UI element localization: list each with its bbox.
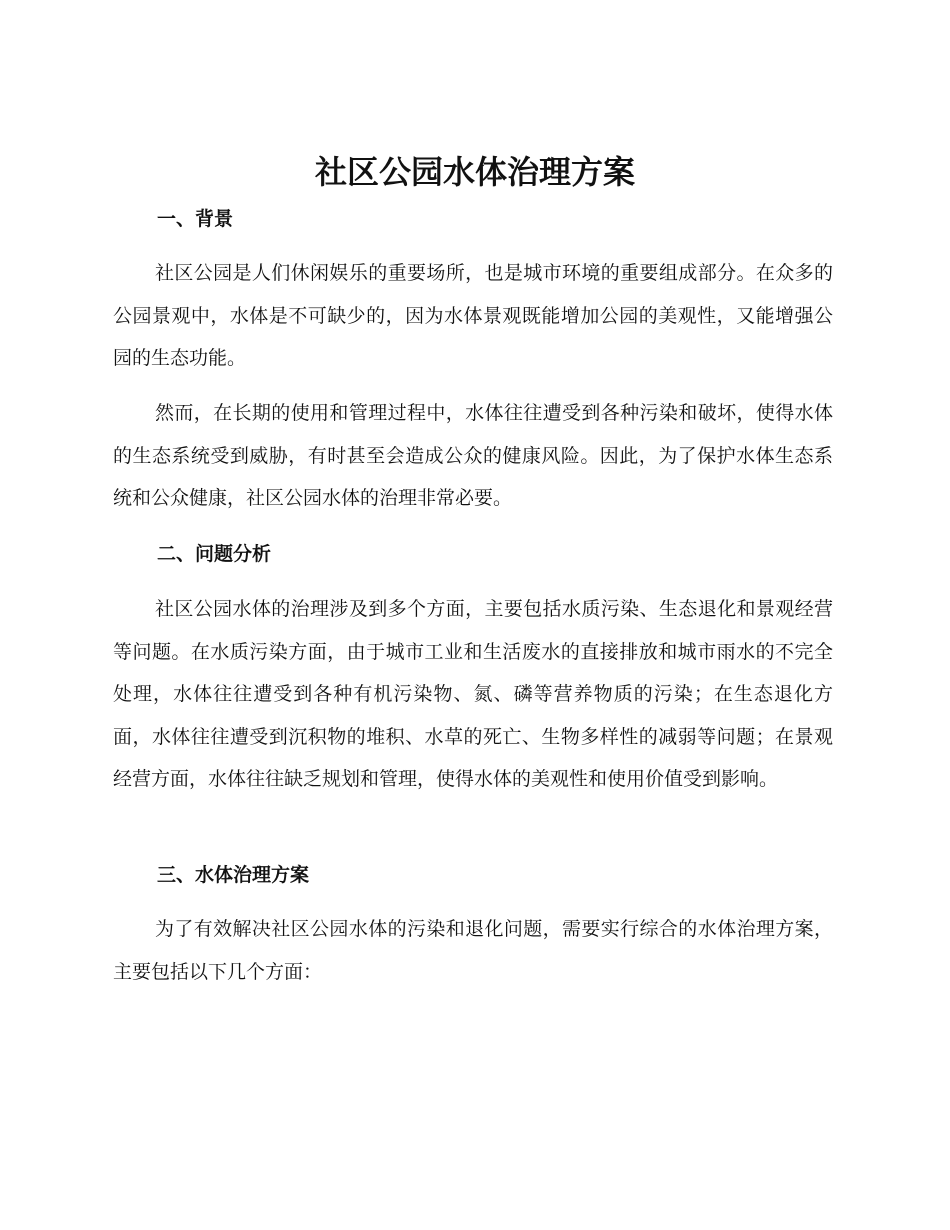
section-heading-problem-analysis: 二、问题分析: [157, 543, 272, 565]
paragraph-problem-analysis: 社区公园水体的治理涉及到多个方面，主要包括水质污染、生态退化和景观经营等问题。在水质污染方面，由于城市工业和生活废水的直接排放和城市雨水的不完全处理，水体往往遭受到各种有机污染物、氮、磷等营养物质的污染；在生态退化方面，水体往往遭受到沉积物的堆积、水草的死亡、生物多样性的减弱等问题；在景观经营方面，水体往往缺乏规划和管理，使得水体的美观性和使用价值受到影响。: [113, 598, 833, 790]
paragraph-treatment-plan: 为了有效解决社区公园水体的污染和退化问题，需要实行综合的水体治理方案，主要包括以下几个方面：: [113, 918, 833, 983]
section-heading-treatment-plan: 三、水体治理方案: [157, 864, 310, 886]
section-heading-background: 一、背景: [157, 208, 234, 230]
paragraph-background-1: 社区公园是人们休闲娱乐的重要场所，也是城市环境的重要组成部分。在众多的公园景观中，水体是不可缺少的，因为水体景观既能增加公园的美观性，又能增强公园的生态功能。: [113, 262, 833, 369]
document-title: 社区公园水体治理方案: [314, 153, 635, 191]
paragraph-background-2: 然而，在长期的使用和管理过程中，水体往往遭受到各种污染和破坏，使得水体的生态系统受到威胁，有时甚至会造成公众的健康风险。因此，为了保护水体生态系统和公众健康，社区公园水体的治理非常必要。: [113, 402, 833, 509]
